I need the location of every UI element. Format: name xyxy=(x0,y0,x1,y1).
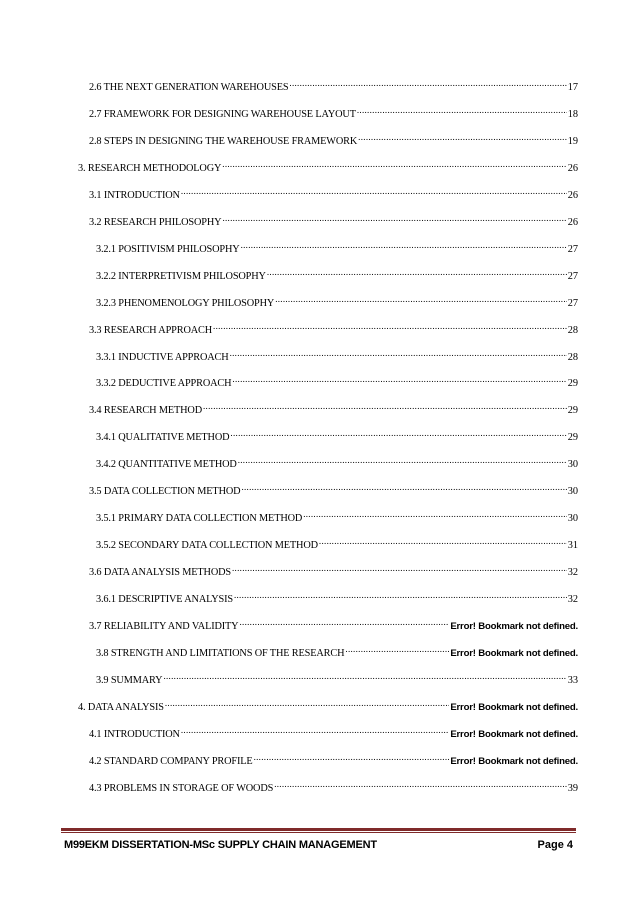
footer-document-title: M99EKM DISSERTATION-MSc SUPPLY CHAIN MANAGEMENT xyxy=(64,839,377,851)
toc-dot-leader xyxy=(181,184,567,198)
toc-dot-leader xyxy=(230,426,566,440)
toc-entry-label: 3.2.1 POSITIVISM PHILOSOPHY xyxy=(96,244,240,255)
toc-entry-page-number: 17 xyxy=(567,82,578,93)
toc-entry-page-number: 26 xyxy=(567,163,578,174)
toc-entry-page-number: 19 xyxy=(567,136,578,147)
toc-entry-page-number: 27 xyxy=(567,298,578,309)
toc-entry-label: 3.8 STRENGTH AND LIMITATIONS OF THE RESEARCH xyxy=(96,648,345,659)
toc-dot-leader xyxy=(232,561,567,575)
toc-entry-label: 3.6 DATA ANALYSIS METHODS xyxy=(89,567,231,578)
toc-dot-leader xyxy=(241,238,567,252)
toc-entry-label: 3.9 SUMMARY xyxy=(96,675,163,686)
toc-dot-leader xyxy=(163,669,566,683)
toc-dot-leader xyxy=(222,157,566,171)
toc-entry-label: 3.4.2 QUANTITATIVE METHOD xyxy=(96,459,237,470)
toc-entry[interactable] xyxy=(78,696,578,713)
toc-entry-label: 3.2.3 PHENOMENOLOGY PHILOSOPHY xyxy=(96,298,275,309)
toc-dot-leader xyxy=(230,346,567,360)
toc-entry-page-number: 29 xyxy=(567,378,578,389)
toc-entry-page-number: 29 xyxy=(567,405,578,416)
toc-dot-leader xyxy=(241,480,566,494)
toc-entry-page-number: 28 xyxy=(567,325,578,336)
toc-entry[interactable] xyxy=(89,319,578,336)
toc-entry[interactable] xyxy=(96,426,578,443)
toc-dot-leader xyxy=(358,130,567,144)
footer-page-number: Page 4 xyxy=(537,839,573,851)
toc-entry-label: 3.5.2 SECONDARY DATA COLLECTION METHOD xyxy=(96,540,318,551)
toc-entry-label: 3.2 RESEARCH PHILOSOPHY xyxy=(89,217,222,228)
toc-dot-leader xyxy=(303,507,567,521)
toc-entry-page-number: 26 xyxy=(567,217,578,228)
toc-entry[interactable] xyxy=(96,588,578,605)
toc-dot-leader xyxy=(238,453,567,467)
toc-entry-label: 3.7 RELIABILITY AND VALIDITY xyxy=(89,621,239,632)
toc-entry-label: 3.3.2 DEDUCTIVE APPROACH xyxy=(96,378,232,389)
toc-entry[interactable] xyxy=(96,265,578,282)
toc-entry[interactable] xyxy=(96,642,578,659)
toc-dot-leader xyxy=(222,211,566,225)
toc-entry-error-message: Error! Bookmark not defined. xyxy=(450,756,578,767)
toc-dot-leader xyxy=(254,750,450,764)
toc-entry[interactable] xyxy=(89,480,578,497)
toc-entry-label: 3.5.1 PRIMARY DATA COLLECTION METHOD xyxy=(96,513,303,524)
toc-entry-page-number: 28 xyxy=(567,352,578,363)
toc-dot-leader xyxy=(239,615,449,629)
toc-entry-page-number: 30 xyxy=(567,459,578,470)
toc-entry[interactable] xyxy=(96,507,578,524)
toc-dot-leader xyxy=(267,265,567,279)
page-footer xyxy=(64,837,573,853)
toc-dot-leader xyxy=(345,642,449,656)
footer-rule-thin xyxy=(61,832,576,833)
toc-entry[interactable] xyxy=(89,184,578,201)
toc-entry[interactable] xyxy=(89,399,578,416)
toc-entry-label: 3.1 INTRODUCTION xyxy=(89,190,180,201)
toc-entry-label: 3. RESEARCH METHODOLOGY xyxy=(78,163,222,174)
toc-entry[interactable] xyxy=(96,238,578,255)
toc-entry-label: 3.4 RESEARCH METHOD xyxy=(89,405,202,416)
toc-entry[interactable] xyxy=(96,453,578,470)
toc-entry[interactable] xyxy=(89,777,578,794)
toc-entry[interactable] xyxy=(78,157,578,174)
toc-dot-leader xyxy=(181,723,449,737)
toc-entry-page-number: 29 xyxy=(567,432,578,443)
toc-entry-page-number: 32 xyxy=(567,567,578,578)
toc-dot-leader xyxy=(213,319,567,333)
toc-entry-page-number: 18 xyxy=(567,109,578,120)
toc-entry-error-message: Error! Bookmark not defined. xyxy=(450,702,578,713)
toc-dot-leader xyxy=(275,292,567,306)
toc-entry-page-number: 31 xyxy=(567,540,578,551)
toc-entry[interactable] xyxy=(89,750,578,767)
toc-entry-page-number: 26 xyxy=(567,190,578,201)
toc-entry-label: 3.2.2 INTERPRETIVISM PHILOSOPHY xyxy=(96,271,266,282)
toc-entry-label: 4.2 STANDARD COMPANY PROFILE xyxy=(89,756,253,767)
toc-entry-label: 4. DATA ANALYSIS xyxy=(78,702,164,713)
toc-entry[interactable] xyxy=(89,130,578,147)
toc-entry[interactable] xyxy=(89,615,578,632)
toc-entry[interactable] xyxy=(96,346,578,363)
toc-entry[interactable] xyxy=(89,76,578,93)
toc-entry[interactable] xyxy=(96,534,578,551)
toc-dot-leader xyxy=(289,76,566,90)
toc-entry-label: 3.6.1 DESCRIPTIVE ANALYSIS xyxy=(96,594,233,605)
footer-rule xyxy=(61,828,576,831)
toc-dot-leader xyxy=(357,103,567,117)
toc-entry-label: 4.1 INTRODUCTION xyxy=(89,729,180,740)
toc-entry-page-number: 30 xyxy=(567,486,578,497)
toc-entry-page-number: 33 xyxy=(567,675,578,686)
toc-entry[interactable] xyxy=(96,292,578,309)
toc-entry-error-message: Error! Bookmark not defined. xyxy=(450,648,578,659)
toc-entry-label: 3.3 RESEARCH APPROACH xyxy=(89,325,213,336)
toc-dot-leader xyxy=(274,777,567,791)
toc-entry-label: 2.6 THE NEXT GENERATION WAREHOUSES xyxy=(89,82,289,93)
toc-dot-leader xyxy=(203,399,567,413)
toc-entry-page-number: 27 xyxy=(567,244,578,255)
toc-entry-label: 3.4.1 QUALITATIVE METHOD xyxy=(96,432,230,443)
toc-entry[interactable] xyxy=(96,372,578,389)
toc-dot-leader xyxy=(234,588,567,602)
toc-dot-leader xyxy=(232,372,566,386)
toc-entry-page-number: 32 xyxy=(567,594,578,605)
toc-entry[interactable] xyxy=(89,561,578,578)
toc-entry-label: 4.3 PROBLEMS IN STORAGE OF WOODS xyxy=(89,783,274,794)
toc-entry[interactable] xyxy=(89,103,578,120)
toc-entry-label: 2.8 STEPS IN DESIGNING THE WAREHOUSE FRAMEWORK xyxy=(89,136,358,147)
toc-entry-error-message: Error! Bookmark not defined. xyxy=(450,621,578,632)
toc-entry-error-message: Error! Bookmark not defined. xyxy=(450,729,578,740)
toc-entry[interactable] xyxy=(89,211,578,228)
toc-dot-leader xyxy=(165,696,449,710)
toc-entry[interactable] xyxy=(89,723,578,740)
toc-entry-page-number: 39 xyxy=(567,783,578,794)
toc-entry-label: 3.3.1 INDUCTIVE APPROACH xyxy=(96,352,229,363)
toc-entry-label: 2.7 FRAMEWORK FOR DESIGNING WAREHOUSE LAYOUT xyxy=(89,109,356,120)
toc-entry[interactable] xyxy=(96,669,578,686)
toc-dot-leader xyxy=(319,534,567,548)
toc-entry-page-number: 30 xyxy=(567,513,578,524)
toc-entry-label: 3.5 DATA COLLECTION METHOD xyxy=(89,486,241,497)
toc-entry-page-number: 27 xyxy=(567,271,578,282)
